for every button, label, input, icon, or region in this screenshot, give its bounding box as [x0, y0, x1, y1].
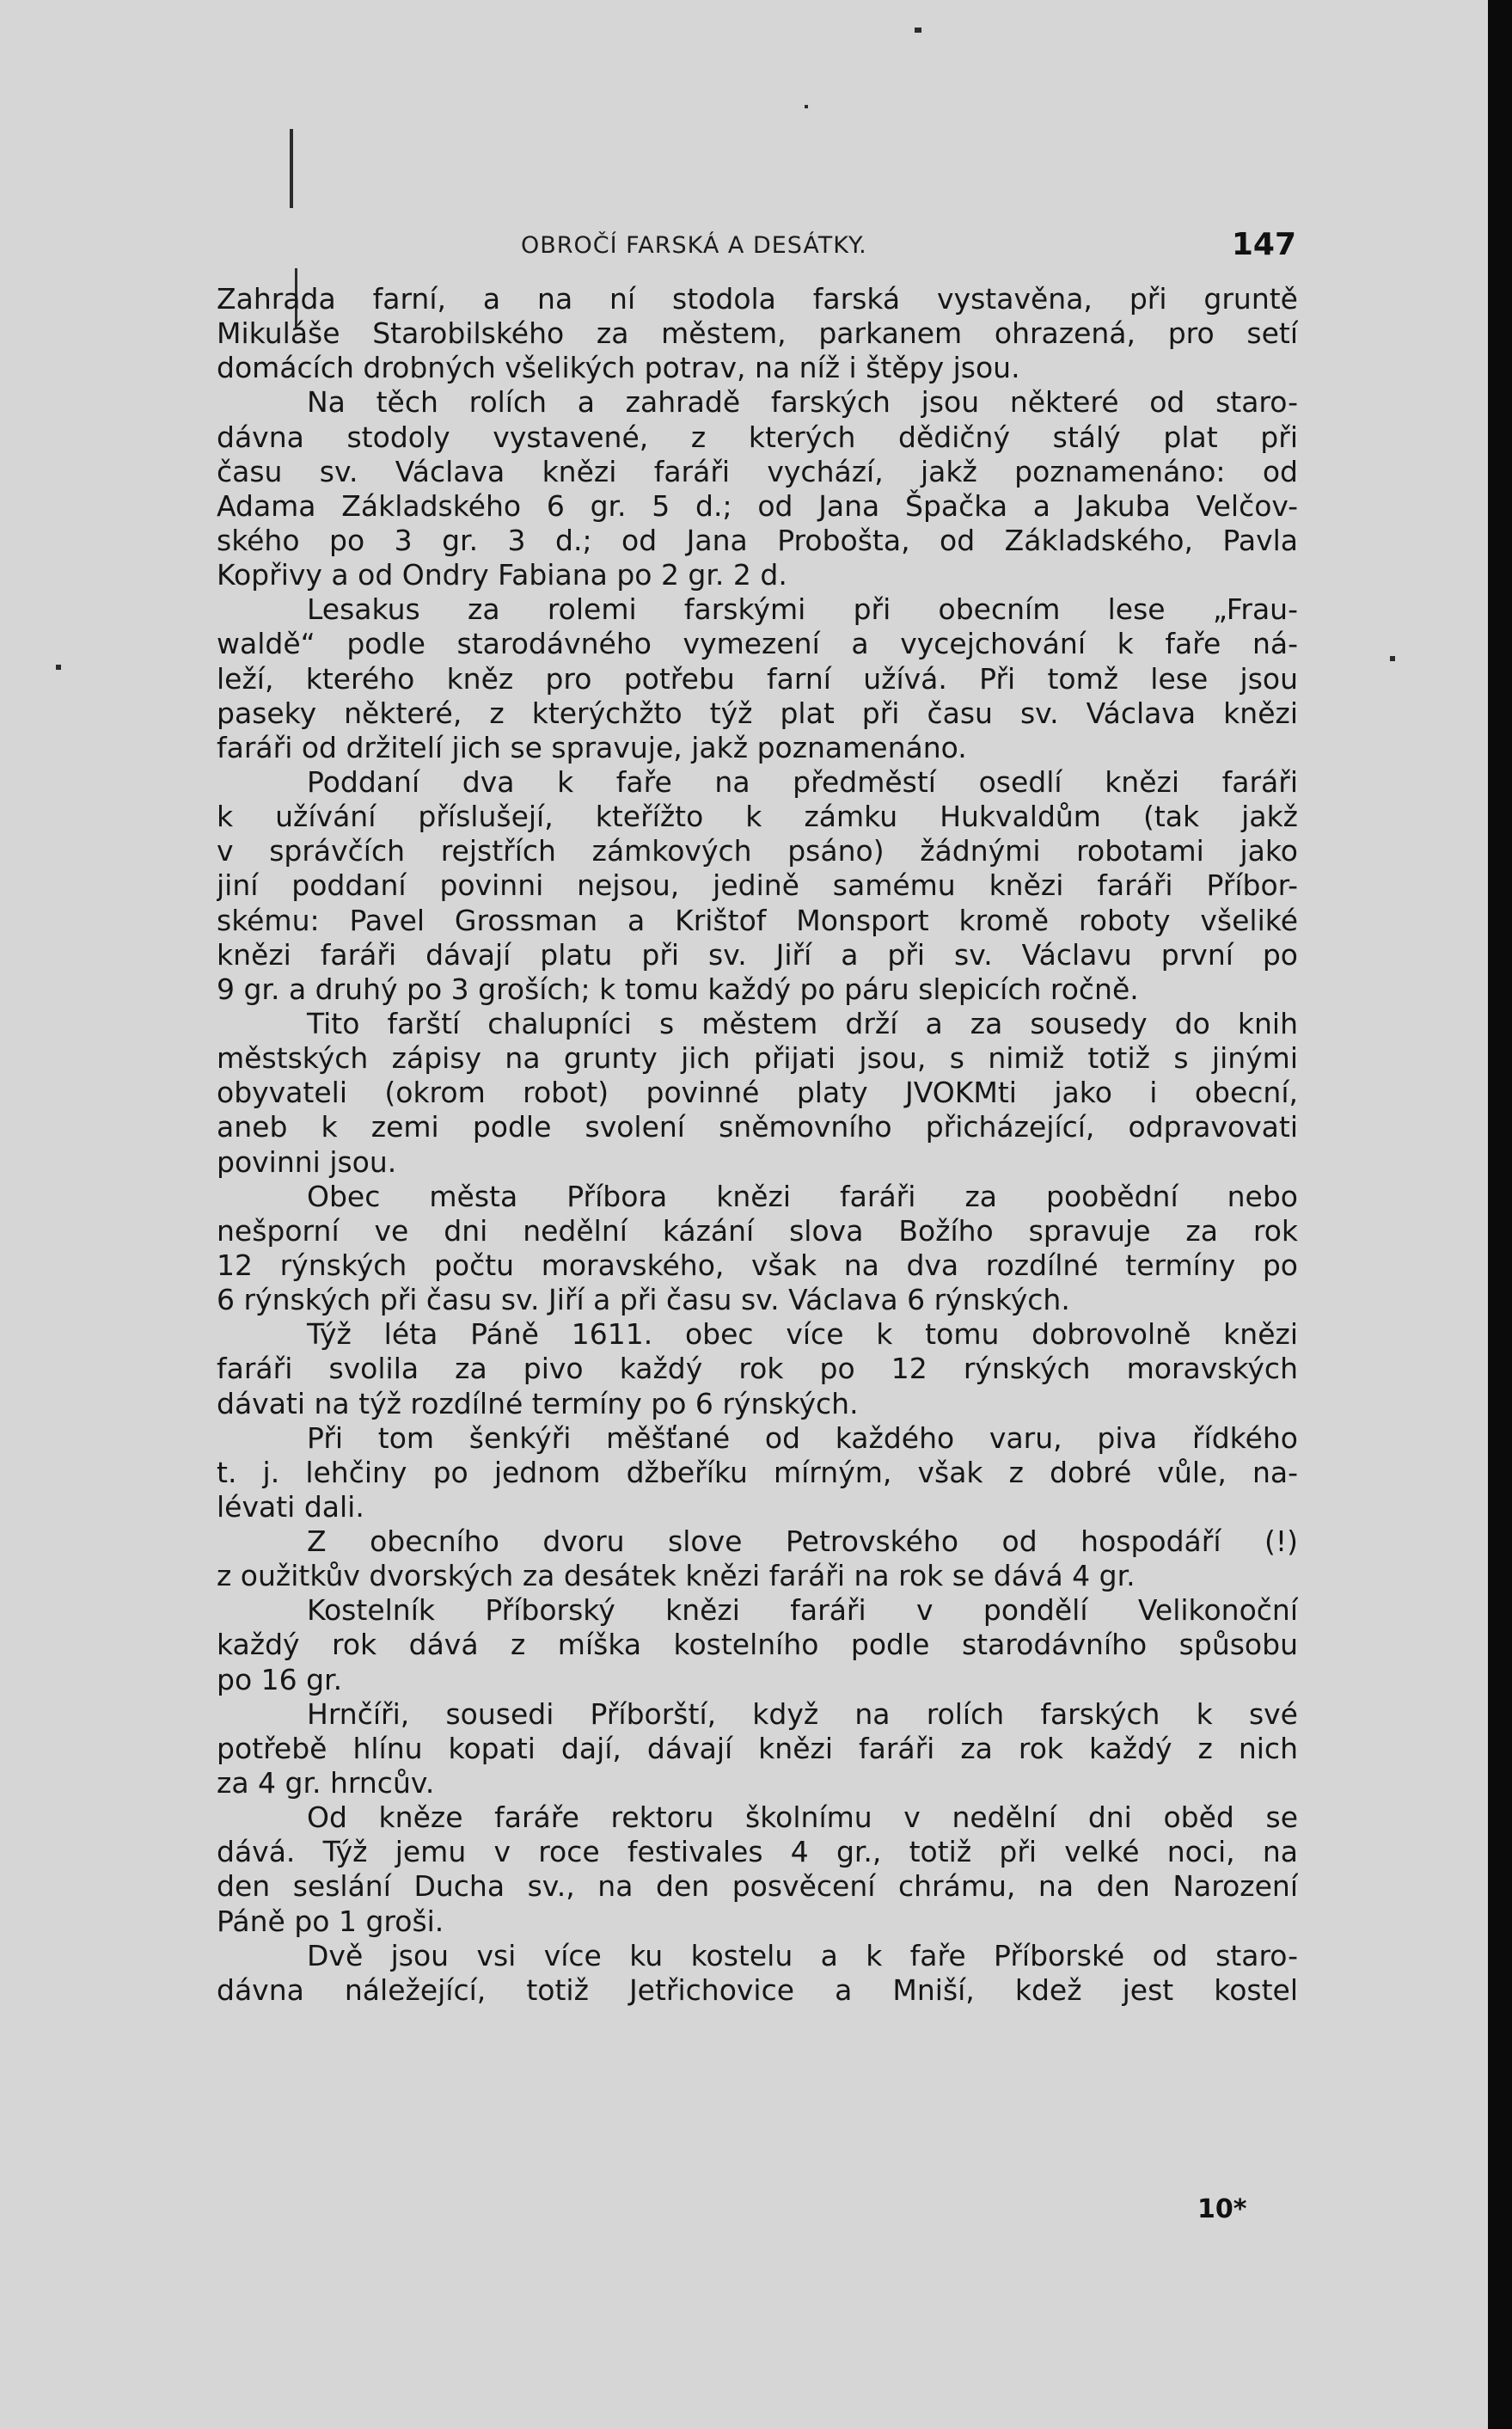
- signature-mark: 10*: [1197, 2194, 1247, 2224]
- text-line: Obec města Příbora knězi faráři za poobědní nebo: [307, 1179, 1298, 1213]
- text-line: dávna stodoly vystavené, z kterých dědičný stálý plat při: [217, 420, 1298, 454]
- body-text: [217, 282, 1298, 2008]
- text-line: lévati dali.: [217, 1489, 364, 1524]
- text-line: jiní poddaní povinni nejsou, jedině samému knězi faráři Příbor-: [217, 868, 1298, 903]
- text-line: z oužitkův dvorských za desátek knězi faráři na rok se dává 4 gr.: [217, 1559, 1136, 1593]
- text-line: času sv. Václava knězi faráři vychází, jakž poznamenáno: od: [217, 454, 1298, 488]
- text-line: Dvě jsou vsi více ku kostelu a k faře Příborské od staro-: [307, 1938, 1298, 1972]
- text-line: Kopřivy a od Ondry Fabiana po 2 gr. 2 d.: [217, 558, 787, 592]
- text-line: knězi faráři dávají platu při sv. Jiří a při sv. Václavu první po: [217, 937, 1298, 972]
- running-title: OBROČÍ FARSKÁ A DESÁTKY.: [521, 232, 867, 259]
- text-line: Poddaní dva k faře na předměstí osedlí knězi faráři: [307, 764, 1298, 799]
- text-line: Z obecního dvoru slove Petrovského od hospodáří (!): [307, 1524, 1298, 1559]
- text-line: 6 rýnských při času sv. Jiří a při času sv. Václava 6 rýnských.: [217, 1283, 1070, 1317]
- scan-edge: [1488, 0, 1512, 2429]
- text-line: po 16 gr.: [217, 1662, 343, 1696]
- text-line: domácích drobných všelikých potrav, na níž i štěpy jsou.: [217, 351, 1020, 385]
- text-line: Lesakus za rolemi farskými při obecním lese „Frau-: [307, 592, 1298, 627]
- text-line: Mikuláše Starobilského za městem, parkanem ohrazená, pro setí: [217, 316, 1298, 351]
- text-line: den seslání Ducha sv., na den posvěcení chrámu, na den Narození: [217, 1869, 1298, 1904]
- text-line: ského po 3 gr. 3 d.; od Jana Probošta, od Základského, Pavla: [217, 523, 1298, 557]
- page-header: [215, 225, 1307, 268]
- text-line: Při tom šenkýři měšťané od každého varu, piva řídkého: [307, 1420, 1298, 1455]
- text-line: waldě“ podle starodávného vymezení a vycejchování k faře ná-: [217, 627, 1298, 661]
- text-line: každý rok dává z míška kostelního podle starodávního spůsobu: [217, 1628, 1298, 1662]
- text-line: t. j. lehčiny po jednom džbeříku mírným, však z dobré vůle, na-: [217, 1455, 1298, 1489]
- text-line: Kostelník Příborský knězi faráři v pondělí Velikonoční: [307, 1593, 1298, 1628]
- text-line: k užívání příslušejí, kteřížto k zámku Hukvaldům (tak jakž: [217, 800, 1298, 834]
- text-line: dává. Týž jemu v roce festivales 4 gr., totiž při velké noci, na: [217, 1835, 1298, 1869]
- text-line: Hrnčíři, sousedi Příborští, když na rolích farských k své: [307, 1696, 1298, 1731]
- text-line: městských zápisy na grunty jich přijati jsou, s nimiž totiž s jinými: [217, 1041, 1298, 1076]
- scan-mark: [56, 665, 61, 670]
- text-line: povinni jsou.: [217, 1144, 397, 1179]
- text-line: Týž léta Páně 1611. obec více k tomu dobrovolně knězi: [307, 1317, 1298, 1352]
- text-line: nešporní ve dni nedělní kázání slova Božího spravuje za rok: [217, 1213, 1298, 1248]
- scan-mark: [1390, 656, 1395, 661]
- text-line: v správčích rejstřích zámkových psáno) žádnými robotami jako: [217, 834, 1298, 868]
- text-line: leží, kterého kněz pro potřebu farní užívá. Při tomž lese jsou: [217, 661, 1298, 696]
- text-line: za 4 gr. hrncův.: [217, 1766, 435, 1800]
- page-number: 147: [1231, 227, 1296, 262]
- text-line: 12 rýnských počtu moravského, však na dva rozdílné termíny po: [217, 1248, 1298, 1282]
- text-line: paseky některé, z kterýchžto týž plat při času sv. Václava knězi: [217, 696, 1298, 730]
- text-line: aneb k zemi podle svolení sněmovního přicházející, odpravovati: [217, 1110, 1298, 1144]
- text-line: faráři od držitelí jich se spravuje, jakž poznamenáno.: [217, 730, 967, 764]
- text-line: dávati na týž rozdílné termíny po 6 rýnských.: [217, 1386, 859, 1420]
- text-line: Zahrada farní, a na ní stodola farská vystavěna, při gruntě: [217, 282, 1298, 316]
- text-line: potřebě hlínu kopati dají, dávají knězi faráři za rok každý z nich: [217, 1731, 1298, 1765]
- text-line: Tito farští chalupníci s městem drží a za sousedy do knih: [307, 1006, 1298, 1040]
- scan-mark: [915, 28, 921, 33]
- text-line: dávna náležející, totiž Jetřichovice a Mniší, kdež jest kostel: [217, 1972, 1298, 2007]
- text-line: Adama Základského 6 gr. 5 d.; od Jana Špačka a Jakuba Velčov-: [217, 488, 1298, 523]
- scan-mark: [805, 105, 808, 108]
- text-line: Od kněze faráře rektoru školnímu v nedělní dni oběd se: [307, 1800, 1298, 1835]
- scan-mark: [290, 129, 293, 208]
- text-line: skému: Pavel Grossman a Krištof Monsport kromě roboty všeliké: [217, 903, 1298, 937]
- text-line: Na těch rolích a zahradě farských jsou některé od staro-: [307, 385, 1298, 420]
- text-line: faráři svolila za pivo každý rok po 12 rýnských moravských: [217, 1352, 1298, 1386]
- text-line: 9 gr. a druhý po 3 groších; k tomu každý po páru slepicích ročně.: [217, 972, 1139, 1006]
- text-line: obyvateli (okrom robot) povinné platy JVOKMti jako i obecní,: [217, 1076, 1298, 1110]
- text-line: Páně po 1 groši.: [217, 1904, 444, 1938]
